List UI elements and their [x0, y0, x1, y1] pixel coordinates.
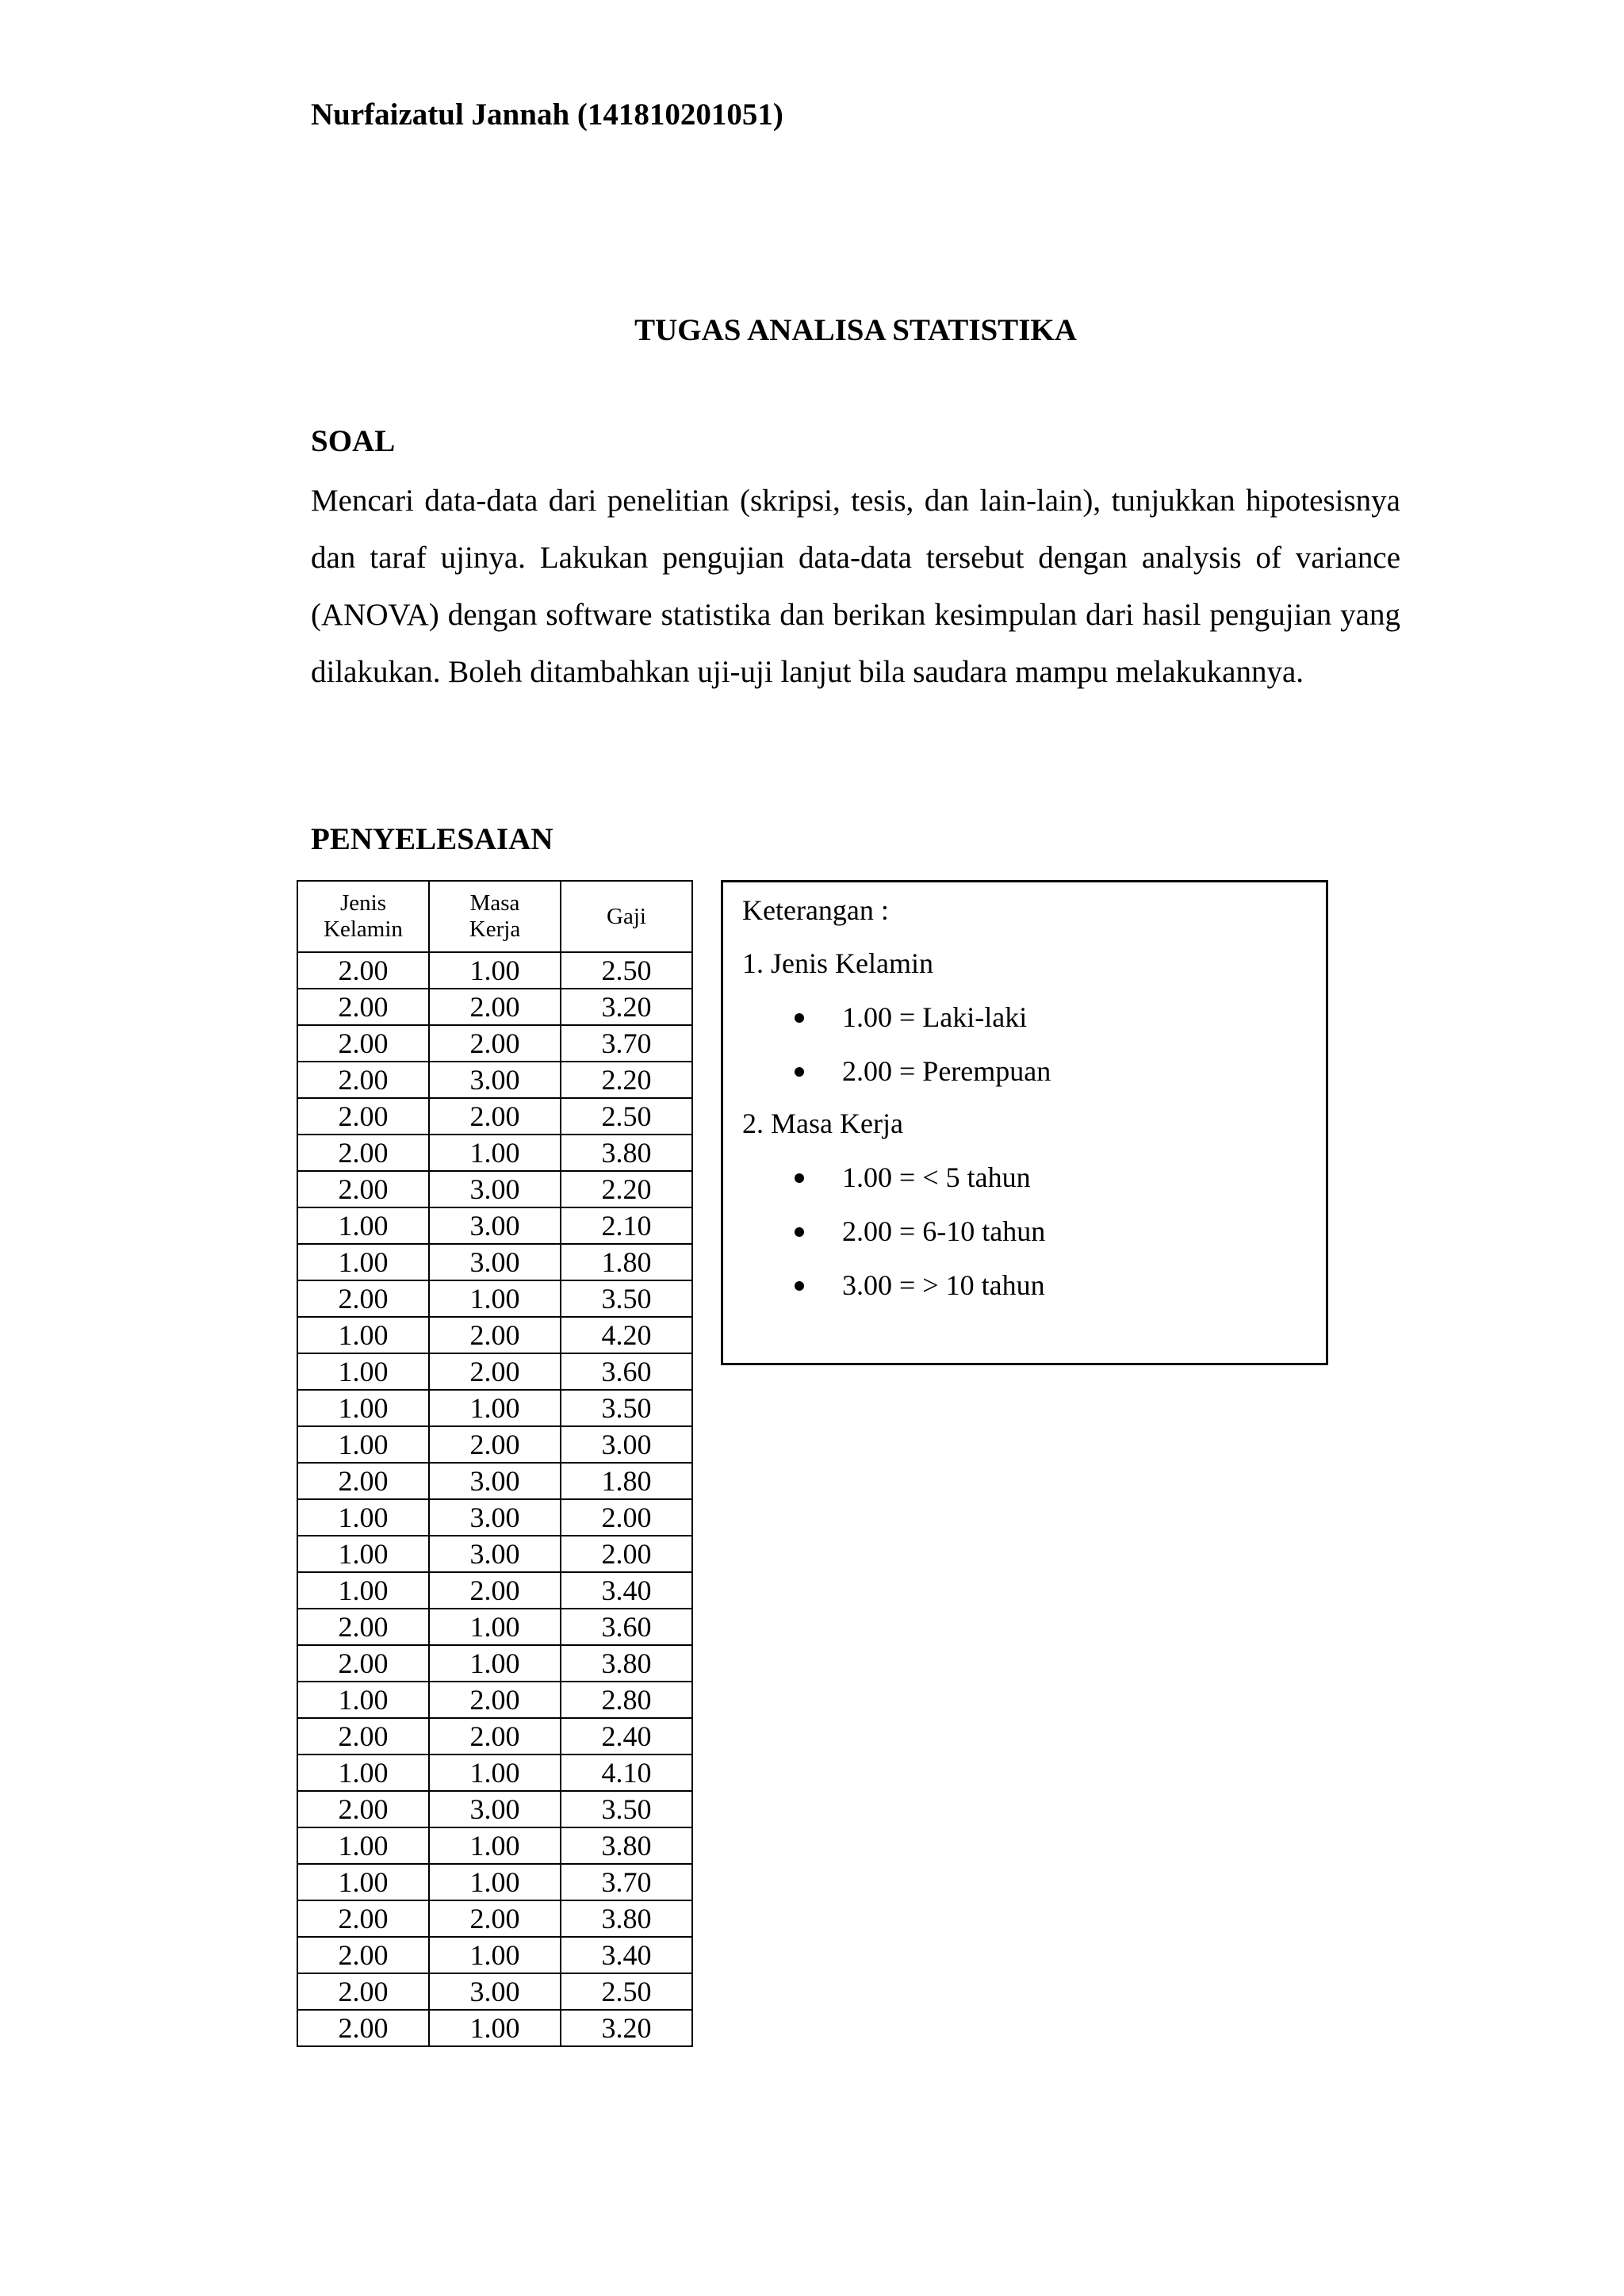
bullet-icon [795, 1067, 804, 1077]
cell-gaji: 4.10 [561, 1755, 692, 1791]
table-row [297, 1317, 692, 1353]
keterangan-item [795, 1161, 1031, 1194]
cell-masa-kerja: 3.00 [429, 1171, 561, 1207]
keterangan-title: Keterangan : [742, 894, 889, 926]
cell-masa-kerja: 1.00 [429, 1864, 561, 1900]
bullet-icon [795, 1173, 804, 1183]
keterangan-item [795, 1269, 1045, 1302]
cell-gaji: 2.20 [561, 1062, 692, 1098]
table-row [297, 952, 692, 989]
header-gaji [561, 881, 692, 952]
cell-jenis-kelamin: 1.00 [297, 1499, 429, 1536]
cell-masa-kerja: 2.00 [429, 1900, 561, 1937]
table-row [297, 1973, 692, 2010]
cell-masa-kerja: 1.00 [429, 1280, 561, 1317]
cell-gaji: 1.80 [561, 1463, 692, 1499]
cell-gaji: 2.40 [561, 1718, 692, 1755]
table-row [297, 1718, 692, 1755]
author-name: Nurfaizatul Jannah (141810201051) [311, 98, 783, 132]
cell-jenis-kelamin: 2.00 [297, 1718, 429, 1755]
cell-gaji: 3.80 [561, 1827, 692, 1864]
cell-jenis-kelamin: 2.00 [297, 1098, 429, 1135]
keterangan-item [795, 1215, 1045, 1248]
cell-gaji: 2.50 [561, 1098, 692, 1135]
table-row [297, 1682, 692, 1718]
table-row [297, 1463, 692, 1499]
table-body [297, 952, 692, 2046]
cell-jenis-kelamin: 1.00 [297, 1682, 429, 1718]
keterangan-box [721, 880, 1328, 1365]
cell-masa-kerja: 1.00 [429, 1390, 561, 1426]
cell-gaji: 3.80 [561, 1900, 692, 1937]
table-row [297, 1572, 692, 1609]
cell-gaji: 3.00 [561, 1426, 692, 1463]
cell-jenis-kelamin: 2.00 [297, 1645, 429, 1682]
table-row [297, 1827, 692, 1864]
cell-gaji: 2.00 [561, 1499, 692, 1536]
cell-masa-kerja: 2.00 [429, 1317, 561, 1353]
cell-jenis-kelamin: 2.00 [297, 1280, 429, 1317]
cell-jenis-kelamin: 1.00 [297, 1390, 429, 1426]
cell-masa-kerja: 3.00 [429, 1499, 561, 1536]
cell-gaji: 3.80 [561, 1135, 692, 1171]
cell-jenis-kelamin: 2.00 [297, 952, 429, 989]
keterangan-item-text: 1.00 = < 5 tahun [842, 1161, 1031, 1193]
cell-gaji: 2.50 [561, 952, 692, 989]
header-line: Kerja [469, 916, 521, 942]
keterangan-item [795, 1001, 1027, 1034]
cell-masa-kerja: 1.00 [429, 2010, 561, 2046]
bullet-icon [795, 1227, 804, 1237]
table-row [297, 1791, 692, 1827]
cell-gaji: 4.20 [561, 1317, 692, 1353]
cell-jenis-kelamin: 1.00 [297, 1572, 429, 1609]
cell-gaji: 3.60 [561, 1609, 692, 1645]
table-row [297, 989, 692, 1025]
bullet-icon [795, 1281, 804, 1291]
cell-masa-kerja: 2.00 [429, 989, 561, 1025]
cell-masa-kerja: 1.00 [429, 1645, 561, 1682]
cell-jenis-kelamin: 2.00 [297, 2010, 429, 2046]
cell-masa-kerja: 2.00 [429, 1426, 561, 1463]
cell-gaji: 3.50 [561, 1791, 692, 1827]
cell-gaji: 1.80 [561, 1244, 692, 1280]
table-row [297, 1171, 692, 1207]
bullet-icon [795, 1013, 804, 1023]
keterangan-item-text: 3.00 = > 10 tahun [842, 1269, 1045, 1301]
cell-jenis-kelamin: 2.00 [297, 1135, 429, 1171]
cell-gaji: 2.20 [561, 1171, 692, 1207]
keterangan-section-masa-kerja: 2. Masa Kerja [742, 1108, 903, 1139]
table-row [297, 1755, 692, 1791]
table-row [297, 1645, 692, 1682]
cell-masa-kerja: 2.00 [429, 1572, 561, 1609]
cell-jenis-kelamin: 2.00 [297, 1025, 429, 1062]
header-line: Kelamin [324, 916, 403, 942]
penyelesaian-heading: PENYELESAIAN [311, 822, 553, 856]
table-row [297, 1900, 692, 1937]
cell-masa-kerja: 1.00 [429, 1755, 561, 1791]
cell-masa-kerja: 3.00 [429, 1536, 561, 1572]
data-table [297, 880, 693, 2047]
cell-gaji: 3.20 [561, 2010, 692, 2046]
table-header-row [297, 881, 692, 952]
cell-jenis-kelamin: 1.00 [297, 1244, 429, 1280]
keterangan-item [795, 1054, 1051, 1088]
cell-gaji: 3.60 [561, 1353, 692, 1390]
table-row [297, 1536, 692, 1572]
cell-jenis-kelamin: 2.00 [297, 1791, 429, 1827]
cell-masa-kerja: 1.00 [429, 1827, 561, 1864]
cell-masa-kerja: 2.00 [429, 1682, 561, 1718]
cell-jenis-kelamin: 2.00 [297, 1900, 429, 1937]
table-row [297, 1025, 692, 1062]
cell-jenis-kelamin: 1.00 [297, 1207, 429, 1244]
cell-masa-kerja: 3.00 [429, 1062, 561, 1098]
header-jenis-kelamin [297, 881, 429, 952]
header-line: Gaji [607, 903, 646, 929]
cell-masa-kerja: 3.00 [429, 1244, 561, 1280]
cell-masa-kerja: 2.00 [429, 1718, 561, 1755]
cell-gaji: 2.80 [561, 1682, 692, 1718]
cell-jenis-kelamin: 1.00 [297, 1864, 429, 1900]
table-row [297, 1609, 692, 1645]
table-row [297, 1426, 692, 1463]
cell-gaji: 3.40 [561, 1937, 692, 1973]
cell-gaji: 3.70 [561, 1025, 692, 1062]
cell-gaji: 3.20 [561, 989, 692, 1025]
table-row [297, 1937, 692, 1973]
cell-jenis-kelamin: 2.00 [297, 1609, 429, 1645]
cell-masa-kerja: 1.00 [429, 1609, 561, 1645]
cell-gaji: 3.50 [561, 1280, 692, 1317]
cell-gaji: 3.80 [561, 1645, 692, 1682]
document-title: TUGAS ANALISA STATISTIKA [634, 313, 1077, 347]
cell-masa-kerja: 3.00 [429, 1207, 561, 1244]
table-row [297, 1499, 692, 1536]
cell-masa-kerja: 3.00 [429, 1463, 561, 1499]
table-row [297, 1353, 692, 1390]
table-row [297, 1207, 692, 1244]
cell-jenis-kelamin: 2.00 [297, 1973, 429, 2010]
cell-gaji: 2.00 [561, 1536, 692, 1572]
cell-jenis-kelamin: 1.00 [297, 1426, 429, 1463]
header-line: Jenis [340, 890, 386, 916]
keterangan-item-text: 2.00 = 6-10 tahun [842, 1215, 1046, 1247]
cell-jenis-kelamin: 1.00 [297, 1353, 429, 1390]
cell-jenis-kelamin: 1.00 [297, 1755, 429, 1791]
header-line: Masa [469, 890, 520, 916]
cell-jenis-kelamin: 1.00 [297, 1536, 429, 1572]
table-row [297, 1864, 692, 1900]
cell-jenis-kelamin: 1.00 [297, 1827, 429, 1864]
cell-masa-kerja: 3.00 [429, 1973, 561, 2010]
table-row [297, 1280, 692, 1317]
cell-gaji: 3.50 [561, 1390, 692, 1426]
table-row [297, 2010, 692, 2046]
cell-masa-kerja: 1.00 [429, 1135, 561, 1171]
cell-gaji: 3.40 [561, 1572, 692, 1609]
soal-paragraph: Mencari data-data dari penelitian (skripsi, tesis, dan lain-lain), tunjukkan hipotesisnya dan taraf ujinya. Lakukan pengujian data-data tersebut dengan analysis of variance (ANOVA) dengan software statistika dan berikan kesimpulan dari hasil pengujian yang dilakukan. Boleh ditambahkan uji-uji lanjut bila saudara mampu melakukannya. [311, 484, 1400, 689]
cell-masa-kerja: 3.00 [429, 1791, 561, 1827]
cell-gaji: 3.70 [561, 1864, 692, 1900]
keterangan-item-text: 1.00 = Laki-laki [842, 1001, 1028, 1033]
cell-masa-kerja: 2.00 [429, 1025, 561, 1062]
keterangan-section-jenis-kelamin: 1. Jenis Kelamin [742, 947, 933, 979]
table-row [297, 1135, 692, 1171]
cell-jenis-kelamin: 2.00 [297, 1171, 429, 1207]
cell-masa-kerja: 1.00 [429, 952, 561, 989]
table-row [297, 1244, 692, 1280]
table-row [297, 1098, 692, 1135]
table-row [297, 1062, 692, 1098]
cell-jenis-kelamin: 2.00 [297, 989, 429, 1025]
cell-masa-kerja: 2.00 [429, 1353, 561, 1390]
table-row [297, 1390, 692, 1426]
cell-jenis-kelamin: 2.00 [297, 1062, 429, 1098]
header-masa-kerja [429, 881, 561, 952]
cell-jenis-kelamin: 2.00 [297, 1937, 429, 1973]
cell-jenis-kelamin: 2.00 [297, 1463, 429, 1499]
keterangan-item-text: 2.00 = Perempuan [842, 1055, 1051, 1087]
cell-masa-kerja: 2.00 [429, 1098, 561, 1135]
soal-heading: SOAL [311, 424, 396, 458]
cell-jenis-kelamin: 1.00 [297, 1317, 429, 1353]
cell-gaji: 2.50 [561, 1973, 692, 2010]
cell-masa-kerja: 1.00 [429, 1937, 561, 1973]
cell-gaji: 2.10 [561, 1207, 692, 1244]
